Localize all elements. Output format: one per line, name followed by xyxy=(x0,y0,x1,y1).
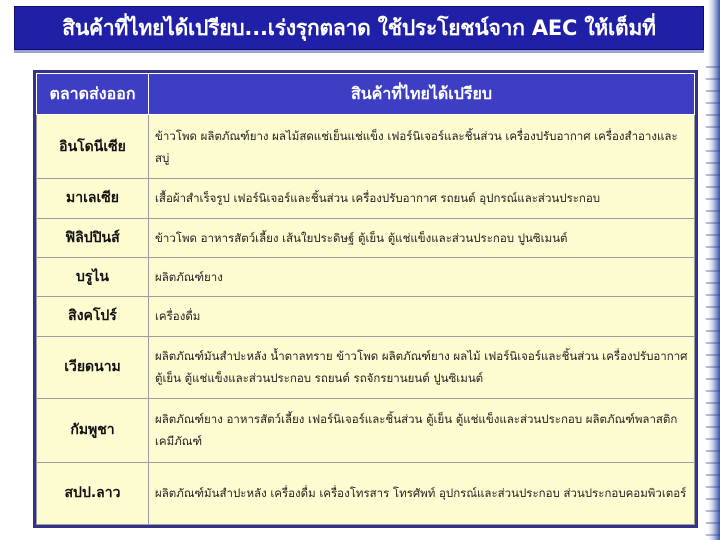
slide-title: สินค้าที่ไทยได้เปรียบ...เร่งรุกตลาด ใช้ประโยชน์จาก AEC ให้เต็มที่ xyxy=(62,15,656,40)
products-cell: ผลิตภัณฑ์ยาง อาหารสัตว์เลี้ยง เฟอร์นิเจอร์และชิ้นส่วน ตู้เย็น ตู้แช่แข็งและส่วนประกอบ ผลิตภัณฑ์พลาสติก เคมีภัณฑ์ xyxy=(149,398,695,462)
table-row xyxy=(37,336,695,398)
country-cell: กัมพูชา xyxy=(37,398,149,462)
table-row xyxy=(37,218,695,257)
table-row xyxy=(37,179,695,218)
table-row xyxy=(37,462,695,524)
table-row xyxy=(37,398,695,462)
products-cell: ผลิตภัณฑ์มันสำปะหลัง เครื่องดื่ม เครื่องโทรสาร โทรศัพท์ อุปกรณ์และส่วนประกอบ ส่วนประกอบคอมพิวเตอร์ xyxy=(149,462,695,524)
table-row xyxy=(37,297,695,336)
table-header-row xyxy=(37,74,695,115)
title-underline xyxy=(14,50,704,53)
products-cell: ผลิตภัณฑ์มันสำปะหลัง น้ำตาลทราย ข้าวโพด ผลิตภัณฑ์ยาง ผลไม้ เฟอร์นิเจอร์และชิ้นส่วน เครื่องปรับอากาศ ตู้เย็น ตู้แช่แข็งและส่วนประกอบ รถยนต์ รถจักรยานยนต์ ปูนซิเมนต์ xyxy=(149,336,695,398)
table-row xyxy=(37,115,695,179)
comparison-table-frame xyxy=(33,70,698,528)
country-cell: สิงคโปร์ xyxy=(37,297,149,336)
country-cell: มาเลเซีย xyxy=(37,179,149,218)
comparison-table xyxy=(36,73,695,525)
products-cell: เสื้อผ้าสำเร็จรูป เฟอร์นิเจอร์และชิ้นส่วน เครื่องปรับอากาศ รถยนต์ อุปกรณ์และส่วนประกอบ xyxy=(149,179,695,218)
country-cell: บรูไน xyxy=(37,257,149,296)
products-cell: ผลิตภัณฑ์ยาง xyxy=(149,257,695,296)
products-cell: ข้าวโพด ผลิตภัณฑ์ยาง ผลไม้สดแช่เย็นแช่แข็ง เฟอร์นิเจอร์และชิ้นส่วน เครื่องปรับอากาศ เครื่องสำอางและสบู่ xyxy=(149,115,695,179)
column-header-advantage-products: สินค้าที่ไทยได้เปรียบ xyxy=(149,74,695,115)
decorative-edge-dots xyxy=(706,56,720,540)
title-bar xyxy=(14,6,704,50)
country-cell: ฟิลิปปินส์ xyxy=(37,218,149,257)
country-cell: เวียดนาม xyxy=(37,336,149,398)
products-cell: ข้าวโพด อาหารสัตว์เลี้ยง เส้นใยประดิษฐ์ ตู้เย็น ตู้แช่แข็งและส่วนประกอบ ปูนซิเมนต์ xyxy=(149,218,695,257)
column-header-export-market: ตลาดส่งออก xyxy=(37,74,149,115)
products-cell: เครื่องดื่ม xyxy=(149,297,695,336)
country-cell: อินโดนีเซีย xyxy=(37,115,149,179)
table-row xyxy=(37,257,695,296)
country-cell: สปป.ลาว xyxy=(37,462,149,524)
